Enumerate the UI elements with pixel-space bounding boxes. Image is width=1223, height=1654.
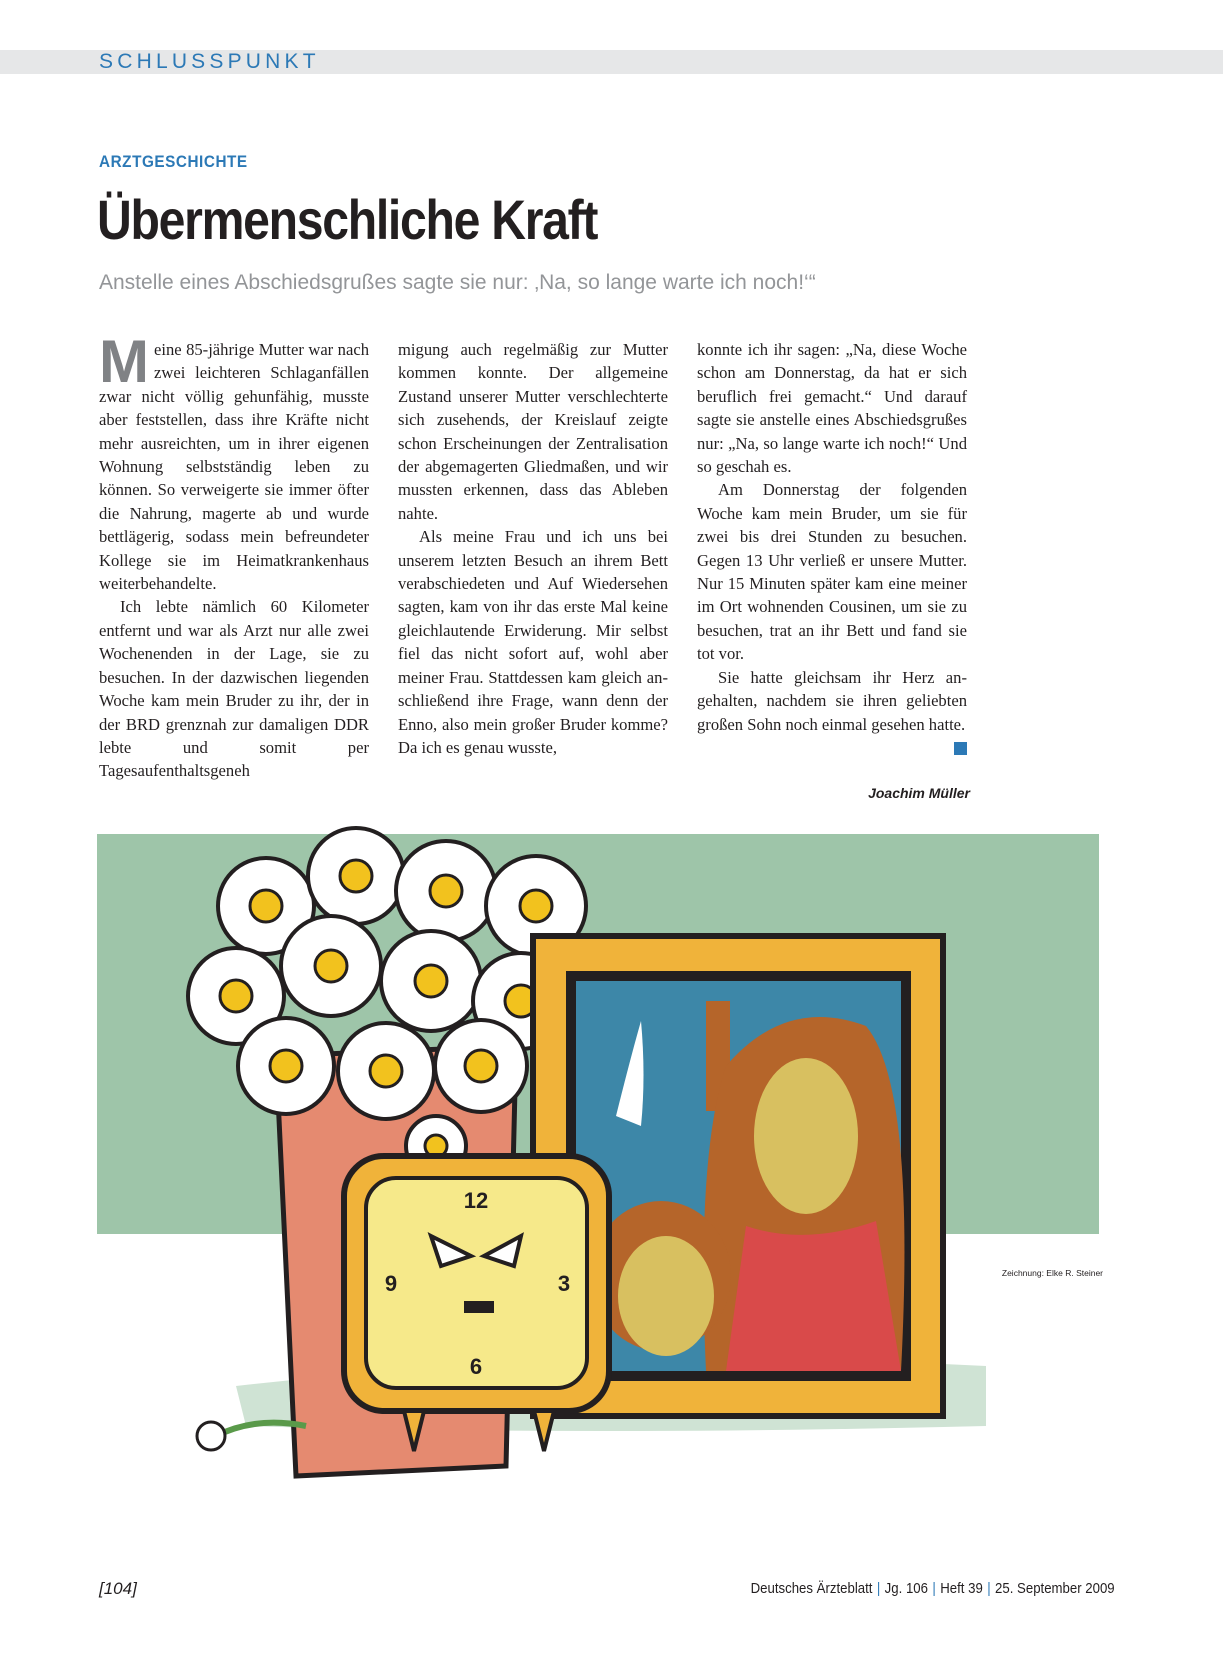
- journal-issue: Heft 39: [940, 1580, 984, 1597]
- journal-name: Deutsches Ärzteblatt: [750, 1580, 873, 1597]
- article-subtitle: Anstelle eines Abschiedsgrußes sagte sie nur: ‚Na, so lange warte ich noch!‘“: [99, 271, 816, 294]
- clock-mouth: [464, 1301, 494, 1313]
- section-label: SCHLUSSPUNKT: [99, 50, 320, 73]
- article-kicker: ARZTGESCHICHTE: [99, 152, 248, 171]
- text-column-2: [398, 338, 668, 759]
- footer-publication: [751, 1580, 1115, 1597]
- footer-separator: |: [877, 1580, 881, 1597]
- issue-date: 25. September 2009: [995, 1580, 1115, 1597]
- clock-number-6: 6: [469, 1354, 483, 1379]
- clock-number-3: 3: [557, 1271, 571, 1296]
- end-mark-icon: [954, 742, 967, 755]
- text-column-1: [99, 328, 369, 783]
- journal-volume: Jg. 106: [885, 1580, 929, 1597]
- clock-number-12: 12: [463, 1188, 489, 1213]
- paragraph: Ich lebte nämlich 60 Kilometer entfernt und war als Arzt nur alle zwei Wochenenden in der Lage, sie zu besuchen. In der dazwischen liegenden Woche kam mein Bruder zu ihr, der in der BRD grenznah zur damaligen DDR lebte und somit per Tagesaufenthaltsgeneh: [99, 597, 369, 781]
- paragraph: konnte ich ihr sagen: „Na, diese Woche schon am Donnerstag, da hat er sich beruflich frei gemacht.“ Und darauf sagte sie anstelle eines Abschiedsgrußes nur: „Na, so lange warte ich noch!“ Und so geschah es.: [697, 340, 967, 477]
- footer-separator: |: [987, 1580, 991, 1597]
- illustration: [86, 826, 1110, 1526]
- paragraph-text: Sie hatte gleichsam ihr Herz angehalten, nachdem sie ihren geliebten großen Sohn noch einmal gesehen hatte.: [697, 667, 967, 734]
- footer-separator: |: [932, 1580, 937, 1597]
- paragraph: Als meine Frau und ich uns bei unserem letzten Besuch an ihrem Bett verabschiedeten und Auf Wiedersehen sagten, kam von ihr das erste Mal keine gleichlautende Erwiderung. Mir selbst fiel das nicht sofort auf, wohl aber meiner Frau. Stattdessen kam gleich anschließend ihre Frage, wann denn der Enno, also mein großer Bruder komme? Da ich es genau wusste,: [398, 527, 668, 757]
- clock-number-9: 9: [384, 1271, 398, 1296]
- paragraph: migung auch regelmäßig zur Mutter kommen konnte. Der allgemeine Zustand unserer Mutter verschlechterte sich zusehends, der Kreislauf zeigte schon Erscheinungen der Zentralisation der abgemagerten Gliedmaßen, und wir mussten erkennen, dass das Ableben nahte.: [398, 340, 668, 523]
- portrait-face-boy: [618, 1236, 714, 1356]
- paragraph: Am Donnerstag der folgenden Woche kam mein Bruder, um sie für zwei bis drei Stunden zu besuchen. Gegen 13 Uhr verließ er unsere Mutter. Nur 15 Minuten später kam eine meiner im Ort wohnenden Cousinen, um sie zu besuchen, trat an ihr Bett und fand sie tot vor.: [697, 480, 967, 664]
- portrait-shirt: [726, 1221, 901, 1371]
- paragraph: [99, 328, 369, 595]
- drop-cap: M: [99, 328, 149, 395]
- text-column-3: [697, 338, 967, 755]
- clock-leg-right: [534, 1411, 554, 1451]
- fallen-flower: [197, 1422, 225, 1450]
- illustration-credit: Zeichnung: Elke R. Steiner: [1001, 1268, 1103, 1278]
- paragraph: [697, 666, 967, 736]
- paragraph-text: eine 85-jährige Mutter war nach zwei leichteren Schlaganfällen zwar nicht völlig gehunfähig, musste aber feststellen, dass ihre Kräfte nicht mehr ausreichten, um in ihrer eigenen Wohnung selbstständig leben zu können. So verweigerte sie immer öfter die Nahrung, magerte ab und wurde bettlägerig, sodass mein befreundeter Kollege sie im Heimatkrankenhaus weiterbehandelte.: [99, 340, 369, 594]
- author-name: Joachim Müller: [868, 785, 970, 801]
- article-title: Übermenschliche Kraft: [97, 188, 598, 251]
- portrait-face-man: [754, 1058, 858, 1214]
- page-number: [104]: [99, 1579, 137, 1598]
